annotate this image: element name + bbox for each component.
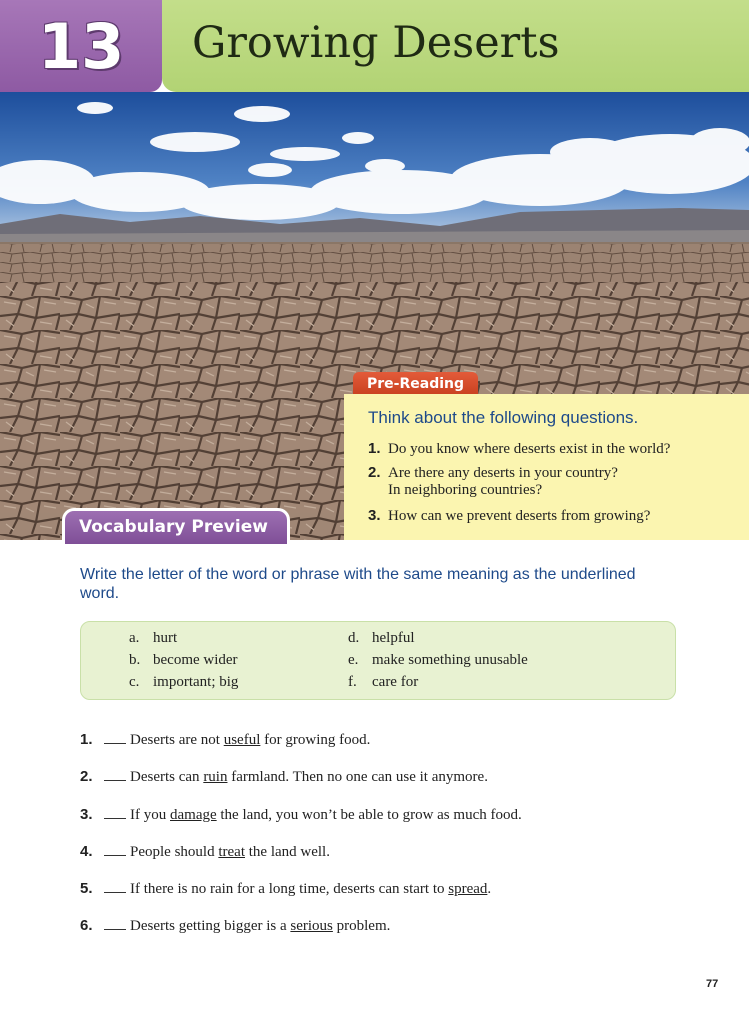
pre-reading-question: 2. Are there any deserts in your country? In neighboring countries? [368, 464, 618, 498]
answer-blank[interactable] [104, 880, 126, 893]
pre-reading-box [344, 394, 749, 540]
exercise-item: 3. If you damage the land, you won’t be able to grow as much food. [80, 806, 522, 823]
exercise-item: 5. If there is no rain for a long time, deserts can start to spread. [80, 880, 492, 897]
choice-c: c. important; big [129, 674, 239, 690]
page-number: 77 [706, 978, 719, 990]
exercise-item: 4. People should treat the land well. [80, 843, 330, 860]
answer-blank[interactable] [104, 768, 126, 781]
title-banner [162, 0, 749, 92]
vocabulary-instruction: Write the letter of the word or phrase with the same meaning as the underlined word. [80, 566, 636, 602]
choice-d: d. helpful [348, 630, 415, 646]
choice-a: a. hurt [129, 630, 178, 646]
unit-number-box [0, 0, 162, 92]
exercise-item: 2. Deserts can ruin farmland. Then no one can use it anymore. [80, 768, 488, 785]
pre-reading-tab: Pre-Reading [353, 372, 478, 396]
pre-reading-heading: Think about the following questions. [368, 408, 639, 427]
choice-b: b. become wider [129, 652, 238, 668]
answer-blank[interactable] [104, 843, 126, 856]
answer-blank[interactable] [104, 731, 126, 744]
unit-number: 13 [38, 10, 125, 83]
pre-reading-question: 1. Do you know where deserts exist in the world? [368, 440, 671, 457]
answer-blank[interactable] [104, 806, 126, 819]
answer-blank[interactable] [104, 917, 126, 930]
answer-choices-box [80, 621, 676, 700]
pre-reading-question: 3. How can we prevent deserts from growing? [368, 507, 651, 524]
page-title: Growing Deserts [192, 18, 560, 68]
exercise-item: 6. Deserts getting bigger is a serious problem. [80, 917, 391, 934]
choice-e: e. make something unusable [348, 652, 528, 668]
exercise-item: 1. Deserts are not useful for growing food. [80, 731, 371, 748]
choice-f: f. care for [348, 674, 419, 690]
vocabulary-preview-tab: Vocabulary Preview [62, 508, 290, 544]
